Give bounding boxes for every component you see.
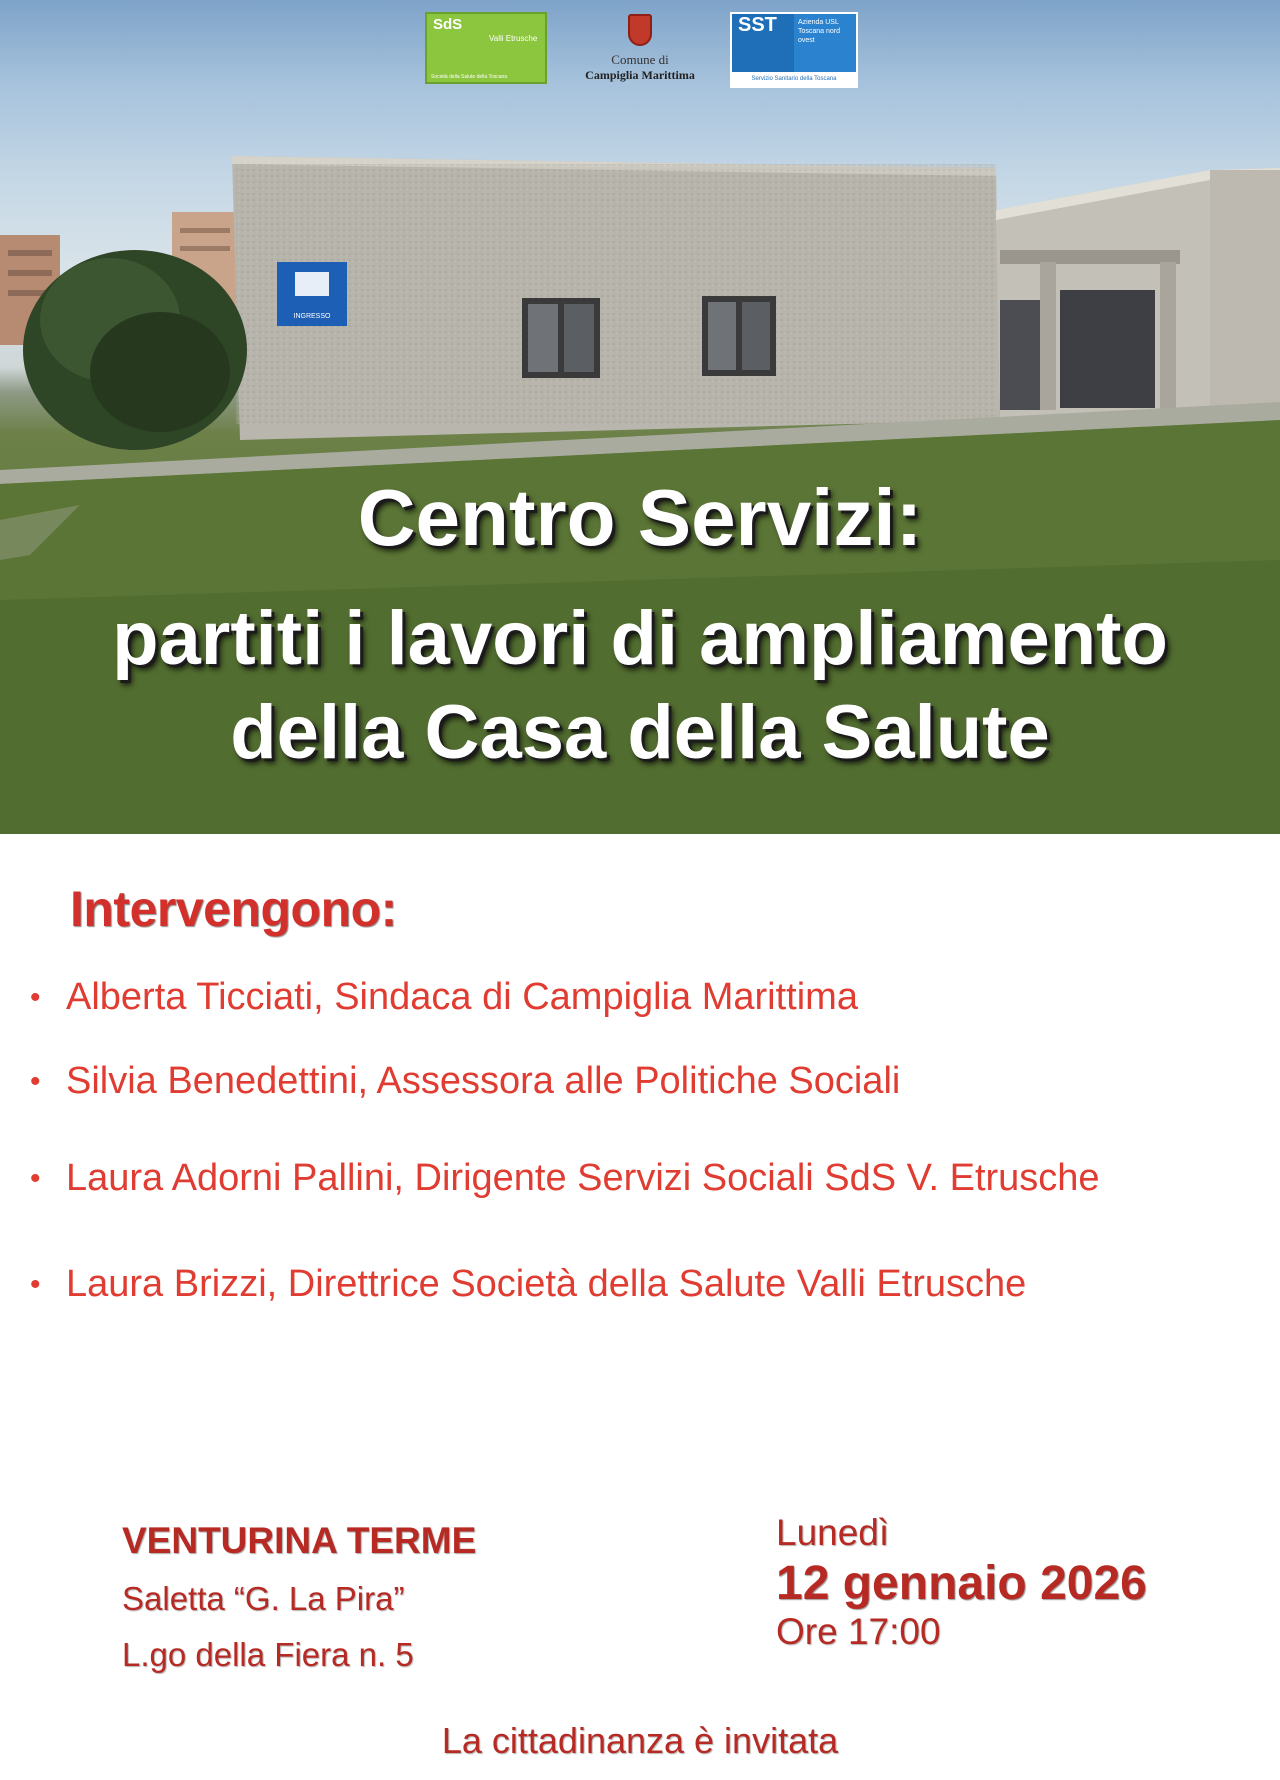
date-block — [776, 1512, 1147, 1653]
speaker-item — [30, 1157, 1100, 1200]
venue-block — [122, 1520, 476, 1674]
sds-logo — [425, 12, 547, 84]
comune-logo — [565, 10, 715, 94]
sst-logo-footer: Servizio Sanitario della Toscana — [732, 72, 856, 86]
comune-logo-line2: Campiglia Marittima — [585, 68, 695, 82]
headline-line2: partiti i lavori di ampliamento — [112, 596, 1168, 681]
speaker-text: Silvia Benedettini, Assessora alle Politiche Sociali — [66, 1060, 901, 1102]
event-date: 12 gennaio 2026 — [776, 1557, 1147, 1610]
sds-logo-footer: Società della Salute della Toscana — [431, 74, 508, 80]
bullet-icon: • — [30, 981, 41, 1014]
event-day: Lunedì — [776, 1512, 890, 1553]
bullet-icon: • — [30, 1268, 41, 1301]
sign-text: INGRESSO — [293, 313, 331, 320]
venue-address: L.go della Fiera n. 5 — [122, 1636, 414, 1673]
invitation-text: La cittadinanza è invitata — [441, 1720, 839, 1761]
speaker-text: Laura Adorni Pallini, Dirigente Servizi Sociali SdS V. Etrusche — [66, 1157, 1100, 1199]
speaker-text: Alberta Ticciati, Sindaca di Campiglia Marittima — [66, 976, 858, 1018]
speaker-item — [30, 976, 858, 1019]
sst-logo-tag: SST — [738, 14, 777, 36]
bullet-icon: • — [30, 1162, 41, 1195]
speaker-item — [30, 1263, 1026, 1306]
hero-photo — [0, 0, 1280, 834]
venue-room: Saletta “G. La Pira” — [122, 1580, 405, 1617]
headline — [0, 470, 1280, 780]
comune-logo-line1: Comune di — [611, 52, 669, 67]
speaker-text: Laura Brizzi, Direttrice Società della Salute Valli Etrusche — [66, 1263, 1027, 1305]
partner-logos — [0, 10, 1280, 92]
sds-logo-tag: SdS — [433, 16, 463, 33]
event-time: Ore 17:00 — [776, 1611, 941, 1652]
bullet-icon: • — [30, 1065, 41, 1098]
crest-icon — [628, 14, 652, 46]
sst-logo — [730, 12, 858, 88]
sds-logo-subtitle: Valli Etrusche — [489, 34, 538, 43]
headline-line1: Centro Servizi: — [357, 473, 923, 562]
venue-city: VENTURINA TERME — [122, 1520, 477, 1561]
speakers-heading: Intervengono: — [70, 881, 397, 937]
speaker-item — [30, 1060, 900, 1103]
headline-line3: della Casa della Salute — [230, 690, 1050, 775]
sst-logo-side: Azienda USL Toscana nord ovest — [794, 14, 856, 74]
